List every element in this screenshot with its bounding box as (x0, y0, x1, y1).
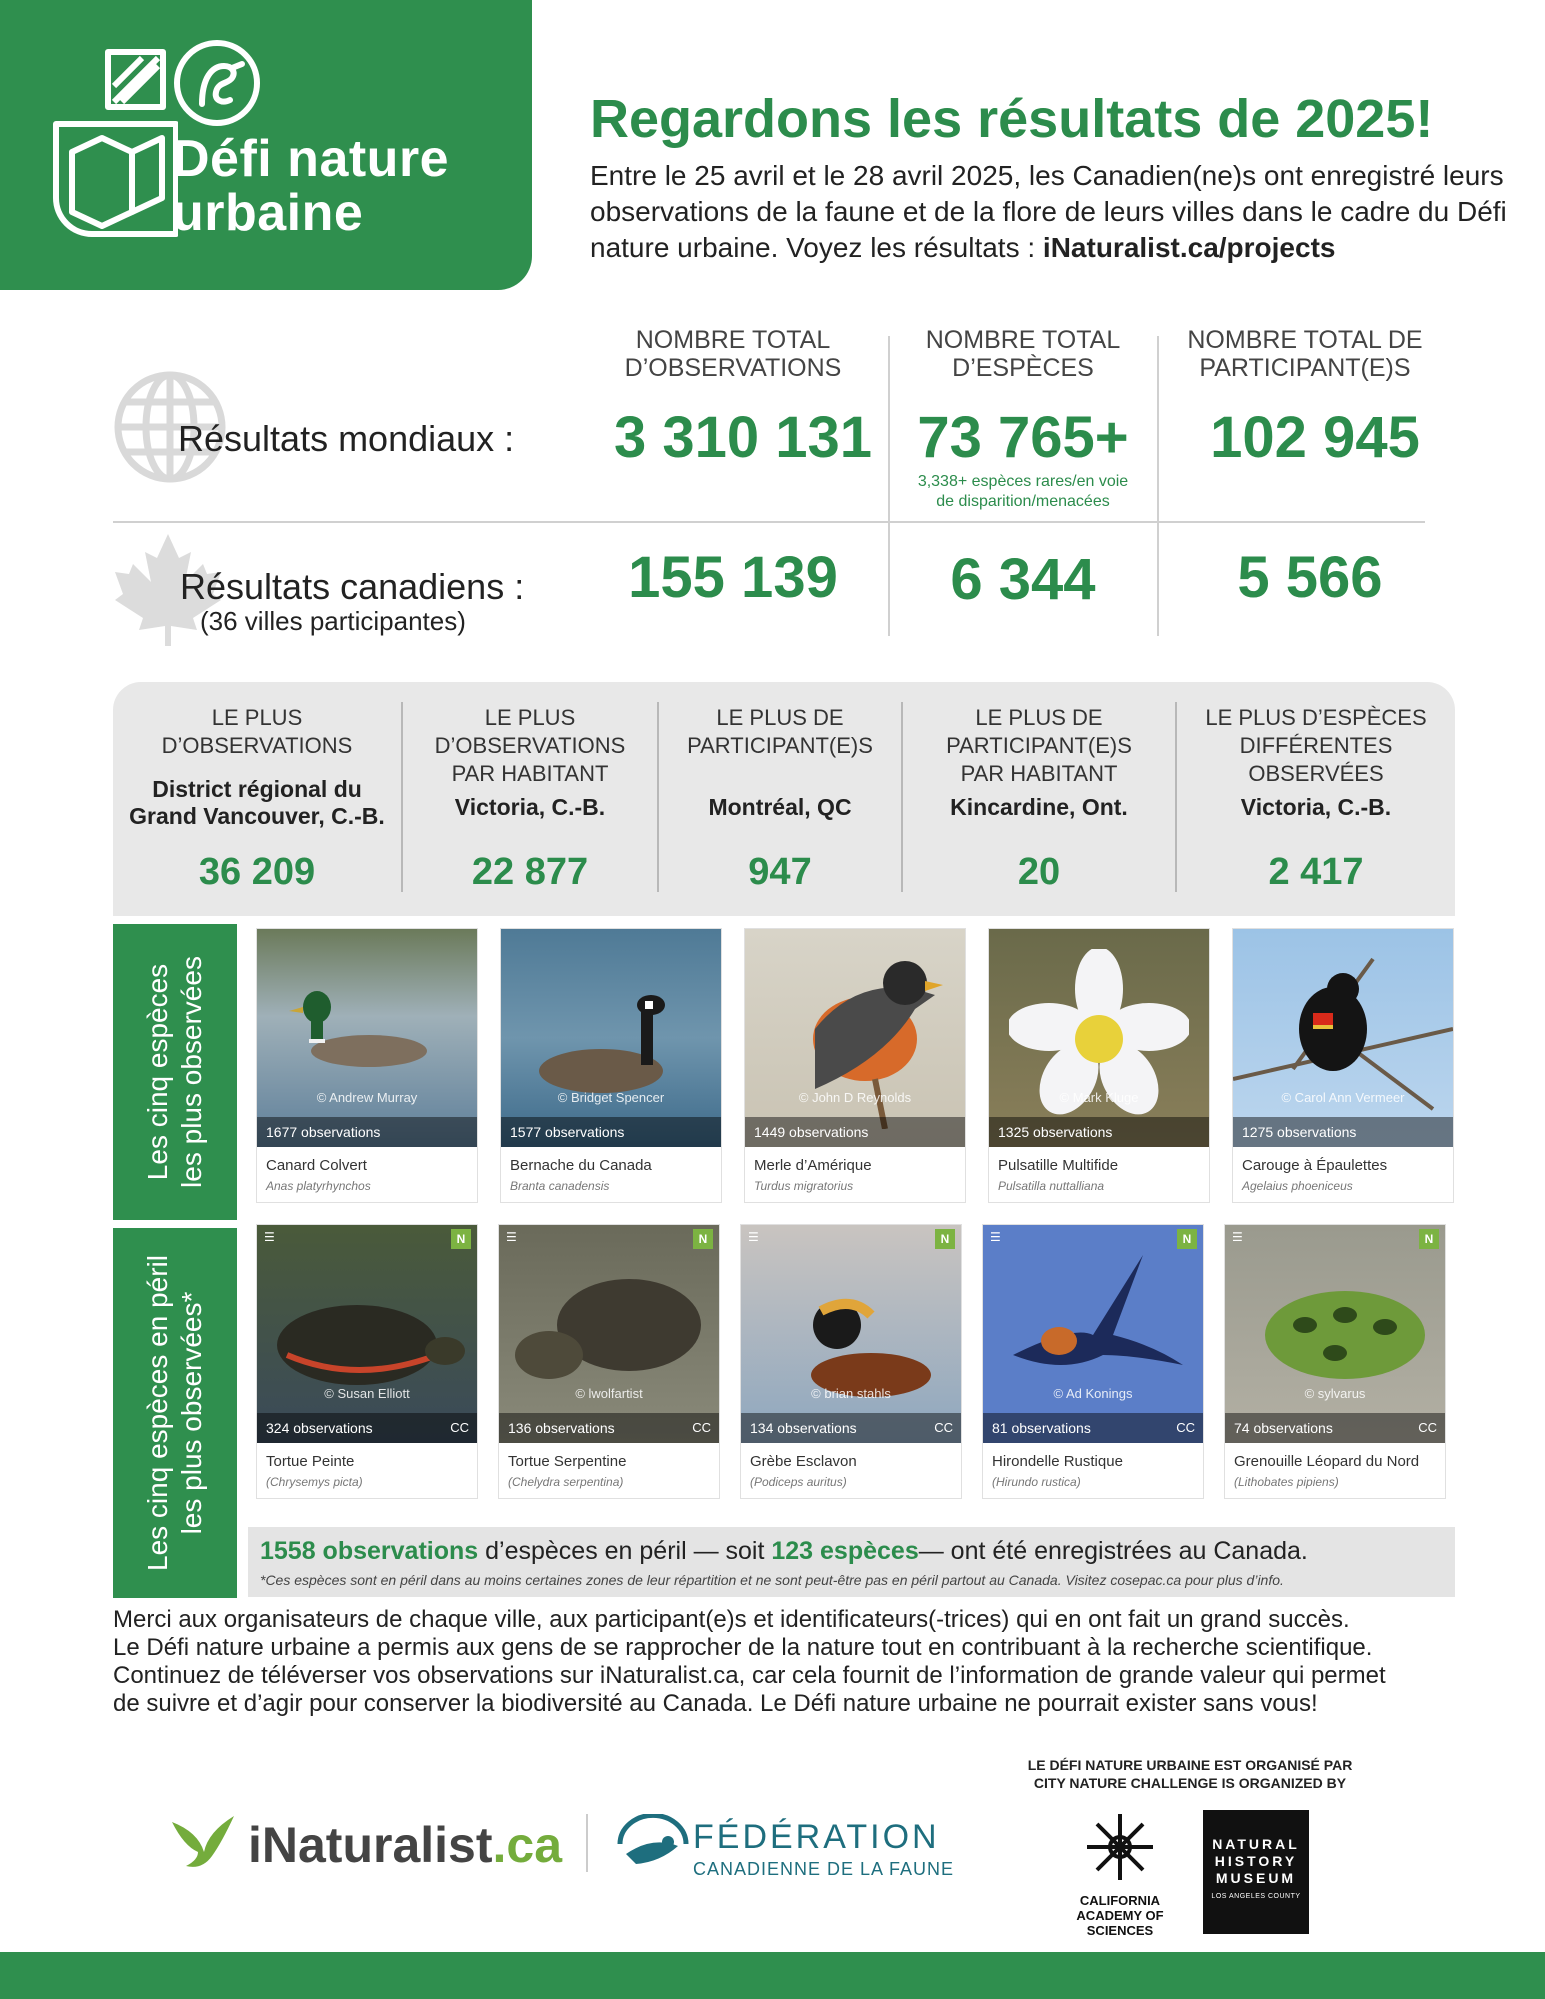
observation-count: 1325 observations (989, 1117, 1209, 1147)
species-scientific-name: (Chrysemys picta) (266, 1475, 363, 1489)
species-photo (1233, 929, 1453, 1147)
inaturalist-logo[interactable] (248, 1816, 562, 1874)
badge-title-line1: Défi nature (172, 130, 450, 188)
photo-credit: © John D Reynolds (798, 1090, 912, 1105)
peril-footnote: *Ces espèces sont en péril dans au moins certaines zones de leur répartition et ne sont peut-être pas en péril partout au Canada. Visitez cosepac.ca pour plus d’info. (260, 1572, 1284, 1588)
highlight-title (1177, 704, 1455, 788)
peril-species-tab-line2: les plus observées* (176, 1291, 207, 1535)
badge-title-line2: urbaine (172, 184, 364, 242)
cas-snowflake-icon (1085, 1812, 1155, 1882)
intro-link[interactable]: iNaturalist.ca/projects (1042, 232, 1336, 263)
nhm-logo-line: HISTORY (1214, 1853, 1298, 1869)
goose-illustration (521, 985, 691, 1105)
world-species-value: 73 765+ (917, 405, 1129, 470)
barn-swallow-illustration (993, 1245, 1193, 1395)
peril-species-tab (113, 1228, 237, 1598)
highlight-city: Victoria, C.-B. (454, 794, 606, 820)
canada-species-value: 6 344 (950, 547, 1096, 612)
native-badge: N (693, 1229, 713, 1249)
world-species-note-line2: de disparition/menacées (936, 493, 1110, 510)
column-header-participants-line2: PARTICIPANT(E)S (1199, 354, 1411, 382)
observation-count: 74 observations (1225, 1413, 1445, 1443)
highlight-title-line: OBSERVÉES (1248, 761, 1384, 786)
species-photo (499, 1225, 719, 1443)
nature-challenge-logo-icon (48, 42, 178, 242)
highlight-title (659, 704, 901, 760)
row-divider (113, 521, 1425, 523)
species-card[interactable] (1232, 928, 1454, 1203)
intro-text: Entre le 25 avril et le 28 avril 2025, les Canadien(ne)s ont enregistré leurs observations de la faune et de la flore de leurs villes dans le cadre du Défi nature urbaine. Voyez les résultats : (590, 160, 1507, 263)
highlight-city (113, 776, 401, 830)
species-common-name: Hirondelle Rustique (992, 1453, 1123, 1470)
duck-illustration (287, 969, 437, 1079)
canada-results-sublabel: (36 villes participantes) (200, 606, 466, 636)
cwf-loon-icon (616, 1814, 690, 1874)
species-common-name: Pulsatille Multifide (998, 1157, 1119, 1174)
column-header-observations (600, 326, 866, 382)
species-scientific-name: Branta canadensis (510, 1179, 610, 1193)
snapping-turtle-illustration (509, 1265, 709, 1405)
highlight-most-participants-per-capita (903, 682, 1175, 916)
cas-logo-text (1060, 1893, 1180, 1938)
canada-participants-value: 5 566 (1237, 545, 1383, 610)
cas-logo-line: SCIENCES (1086, 1923, 1154, 1938)
highlight-city: Victoria, C.-B. (1240, 794, 1392, 820)
observation-count: 136 observations (499, 1413, 719, 1443)
nhm-logo-subline: LOS ANGELES COUNTY (1211, 1893, 1301, 1900)
native-badge: N (1177, 1229, 1197, 1249)
highlight-most-observations (113, 682, 401, 916)
highlight-title (903, 704, 1175, 788)
observation-count: 1275 observations (1233, 1117, 1453, 1147)
species-scientific-name: Turdus migratorius (754, 1179, 854, 1193)
intro-paragraph (590, 158, 1510, 266)
highlight-title-line: LE PLUS DE (716, 705, 844, 730)
leopard-frog-illustration (1245, 1265, 1435, 1405)
highlight-most-species (1177, 682, 1455, 916)
world-results-label: Résultats mondiaux : (178, 418, 515, 459)
cas-logo-line: CALIFORNIA (1079, 1893, 1161, 1908)
license-badge: CC (1418, 1420, 1437, 1435)
inaturalist-bird-icon (168, 1812, 238, 1872)
highlight-title-line: PAR HABITANT (451, 761, 609, 786)
thanks-paragraph (113, 1606, 1453, 1718)
peril-summary-obs: 1558 observations (260, 1537, 479, 1565)
species-scientific-name: (Lithobates pipiens) (1234, 1475, 1339, 1489)
species-photo (1225, 1225, 1445, 1443)
photo-credit: © Mark Kluge (1059, 1090, 1139, 1105)
highlight-city-line: Grand Vancouver, C.-B. (129, 803, 385, 829)
top-species-tab-line1: Les cinq espèces (142, 963, 173, 1181)
nhm-logo-line: MUSEUM (1215, 1870, 1297, 1886)
city-highlights-panel (113, 682, 1455, 916)
highlight-title (113, 704, 401, 760)
photo-credit: © Bridget Spencer (557, 1090, 665, 1105)
native-badge: N (451, 1229, 471, 1249)
footer-divider (586, 1814, 588, 1872)
nhm-logo-line: NATURAL (1212, 1836, 1300, 1852)
highlight-city-line: District régional du (152, 776, 362, 802)
cas-logo[interactable] (1060, 1812, 1180, 1938)
filter-icon: ☰ (506, 1230, 517, 1244)
species-card[interactable] (744, 928, 966, 1203)
peril-species-card[interactable] (982, 1224, 1204, 1499)
top-species-tab-label (141, 956, 209, 1188)
column-header-observations-line1: NOMBRE TOTAL (635, 326, 831, 354)
species-photo (257, 1225, 477, 1443)
highlight-value: 22 877 (471, 851, 589, 893)
bird-circle-icon (172, 38, 262, 128)
column-header-observations-line2: D’OBSERVATIONS (624, 354, 842, 382)
filter-icon: ☰ (990, 1230, 1001, 1244)
nhm-logo[interactable] (1203, 1810, 1309, 1934)
photo-credit: © brian stahls (811, 1386, 891, 1401)
peril-species-tab-label (141, 1255, 209, 1571)
thanks-line: de suivre et d’agir pour conserver la biodiversité au Canada. Le Défi nature urbaine ne pourrait exister sans vous! (113, 1690, 1318, 1717)
species-photo (983, 1225, 1203, 1443)
license-badge: CC (450, 1420, 469, 1435)
highlight-title-line: D’OBSERVATIONS (434, 733, 626, 758)
highlight-title-line: PARTICIPANT(E)S (687, 733, 873, 758)
license-badge: CC (1176, 1420, 1195, 1435)
species-photo (741, 1225, 961, 1443)
observation-count: 1577 observations (501, 1117, 721, 1147)
species-common-name: Merle d’Amérique (754, 1157, 872, 1174)
header-badge (0, 0, 532, 290)
photo-credit: © lwolfartist (575, 1386, 643, 1401)
highlight-most-observations-per-capita (403, 682, 657, 916)
photo-credit: © sylvarus (1304, 1386, 1366, 1401)
world-species-note-line1: 3,338+ espèces rares/en voie (917, 473, 1129, 490)
highlight-most-participants (659, 682, 901, 916)
highlight-title-line: D’OBSERVATIONS (161, 733, 353, 758)
cwf-logo[interactable] (693, 1818, 954, 1880)
observation-count: 1449 observations (745, 1117, 965, 1147)
page-title: Regardons les résultats de 2025! (590, 89, 1434, 149)
species-common-name: Grenouille Léopard du Nord (1234, 1453, 1420, 1470)
species-card[interactable] (256, 928, 478, 1203)
thanks-line: Le Défi nature urbaine a permis aux gens de se rapprocher de la nature tout en contribuant à la recherche scientifique. (113, 1634, 1373, 1661)
species-photo (257, 929, 477, 1147)
species-common-name: Canard Colvert (266, 1157, 367, 1174)
canada-observations-value: 155 139 (628, 545, 838, 610)
highlight-title (403, 704, 657, 788)
filter-icon: ☰ (264, 1230, 275, 1244)
species-scientific-name: (Hirundo rustica) (992, 1475, 1081, 1489)
highlight-title-line: DIFFÉRENTES (1239, 733, 1393, 758)
thanks-line: Continuez de téléverser vos observations sur iNaturalist.ca, car cela fournit de l’information de grande valeur qui permet (113, 1662, 1386, 1689)
world-species-note (890, 472, 1156, 512)
highlight-title-line: PAR HABITANT (960, 761, 1118, 786)
highlight-title-line: LE PLUS DE (975, 705, 1103, 730)
highlight-value: 2 417 (1268, 851, 1364, 893)
peril-summary-end: — ont été enregistrées au Canada. (918, 1537, 1308, 1565)
observation-count: 1677 observations (257, 1117, 477, 1147)
peril-summary (260, 1537, 1308, 1566)
species-common-name: Tortue Peinte (266, 1453, 355, 1470)
column-header-species-line1: NOMBRE TOTAL (925, 326, 1121, 354)
highlight-title-line: LE PLUS D’ESPÈCES (1205, 705, 1427, 730)
column-header-species-line2: D’ESPÈCES (952, 354, 1094, 382)
column-divider (1157, 336, 1159, 636)
highlight-value: 947 (748, 851, 812, 893)
highlight-city: Kincardine, Ont. (950, 794, 1128, 820)
species-photo (501, 929, 721, 1147)
column-header-species (890, 326, 1156, 382)
photo-credit: © Susan Elliott (324, 1386, 410, 1401)
species-scientific-name: (Podiceps auritus) (750, 1475, 847, 1489)
photo-credit: © Ad Konings (1053, 1386, 1133, 1401)
license-badge: CC (934, 1420, 953, 1435)
species-common-name: Grèbe Esclavon (750, 1453, 857, 1470)
organized-by-fr: LE DÉFI NATURE URBAINE EST ORGANISÉ PAR (1027, 1757, 1353, 1773)
highlight-value: 20 (1017, 851, 1061, 893)
species-photo (989, 929, 1209, 1147)
species-scientific-name: Agelaius phoeniceus (1242, 1179, 1353, 1193)
filter-icon: ☰ (748, 1230, 759, 1244)
peril-species-card[interactable] (1224, 1224, 1446, 1499)
thanks-line: Merci aux organisateurs de chaque ville, aux participant(e)s et identificateurs(-trices) qui en ont fait un grand succès. (113, 1606, 1350, 1633)
peril-species-card[interactable] (256, 1224, 478, 1499)
badge-title (172, 132, 449, 240)
highlight-city: Montréal, QC (708, 794, 852, 820)
species-card[interactable] (500, 928, 722, 1203)
column-header-participants (1170, 326, 1440, 382)
organized-by-en: CITY NATURE CHALLENGE IS ORGANIZED BY (1033, 1775, 1347, 1791)
peril-species-tab-line1: Les cinq espèces en péril (142, 1255, 173, 1571)
species-scientific-name: Anas platyrhynchos (266, 1179, 371, 1193)
highlight-title-line: LE PLUS (211, 705, 303, 730)
peril-summary-mid: d’espèces en péril — soit (478, 1537, 772, 1565)
species-common-name: Bernache du Canada (510, 1157, 652, 1174)
highlight-title-line: LE PLUS (484, 705, 576, 730)
inaturalist-logo-ca: .ca (492, 1817, 563, 1873)
painted-turtle-illustration (267, 1275, 467, 1395)
top-species-tab-line2: les plus observées (176, 956, 207, 1188)
highlight-title-line: PARTICIPANT(E)S (946, 733, 1132, 758)
cwf-logo-line1: FÉDÉRATION (693, 1818, 940, 1856)
species-common-name: Tortue Serpentine (508, 1453, 627, 1470)
peril-species-card[interactable] (740, 1224, 962, 1499)
top-species-tab (113, 924, 237, 1220)
cwf-logo-line2: CANADIENNE DE LA FAUNE (693, 1859, 955, 1879)
species-photo (745, 929, 965, 1147)
photo-credit: © Carol Ann Vermeer (1281, 1090, 1405, 1105)
canada-results-label: Résultats canadiens : (180, 566, 525, 607)
redwing-blackbird-illustration (1233, 929, 1453, 1147)
species-card[interactable] (988, 928, 1210, 1203)
column-header-participants-line1: NOMBRE TOTAL DE (1187, 326, 1423, 354)
species-scientific-name: Pulsatilla nuttalliana (998, 1179, 1105, 1193)
species-common-name: Carouge à Épaulettes (1242, 1157, 1388, 1174)
peril-summary-species: 123 espèces (771, 1537, 919, 1565)
highlight-value: 36 209 (198, 851, 316, 893)
species-scientific-name: (Chelydra serpentina) (508, 1475, 624, 1489)
native-badge: N (1419, 1229, 1439, 1249)
peril-summary-bar (248, 1527, 1455, 1597)
inaturalist-logo-main: iNaturalist (248, 1817, 493, 1873)
cas-logo-line: ACADEMY OF (1076, 1908, 1164, 1923)
license-badge: CC (692, 1420, 711, 1435)
filter-icon: ☰ (1232, 1230, 1243, 1244)
world-participants-value: 102 945 (1210, 405, 1420, 470)
observation-count: 324 observations (257, 1413, 477, 1443)
observation-count: 134 observations (741, 1413, 961, 1443)
organized-by-label (1000, 1756, 1380, 1792)
native-badge: N (935, 1229, 955, 1249)
observation-count: 81 observations (983, 1413, 1203, 1443)
photo-credit: © Andrew Murray (316, 1090, 418, 1105)
world-observations-value: 3 310 131 (613, 405, 873, 470)
bottom-bar (0, 1952, 1545, 1999)
peril-species-card[interactable] (498, 1224, 720, 1499)
